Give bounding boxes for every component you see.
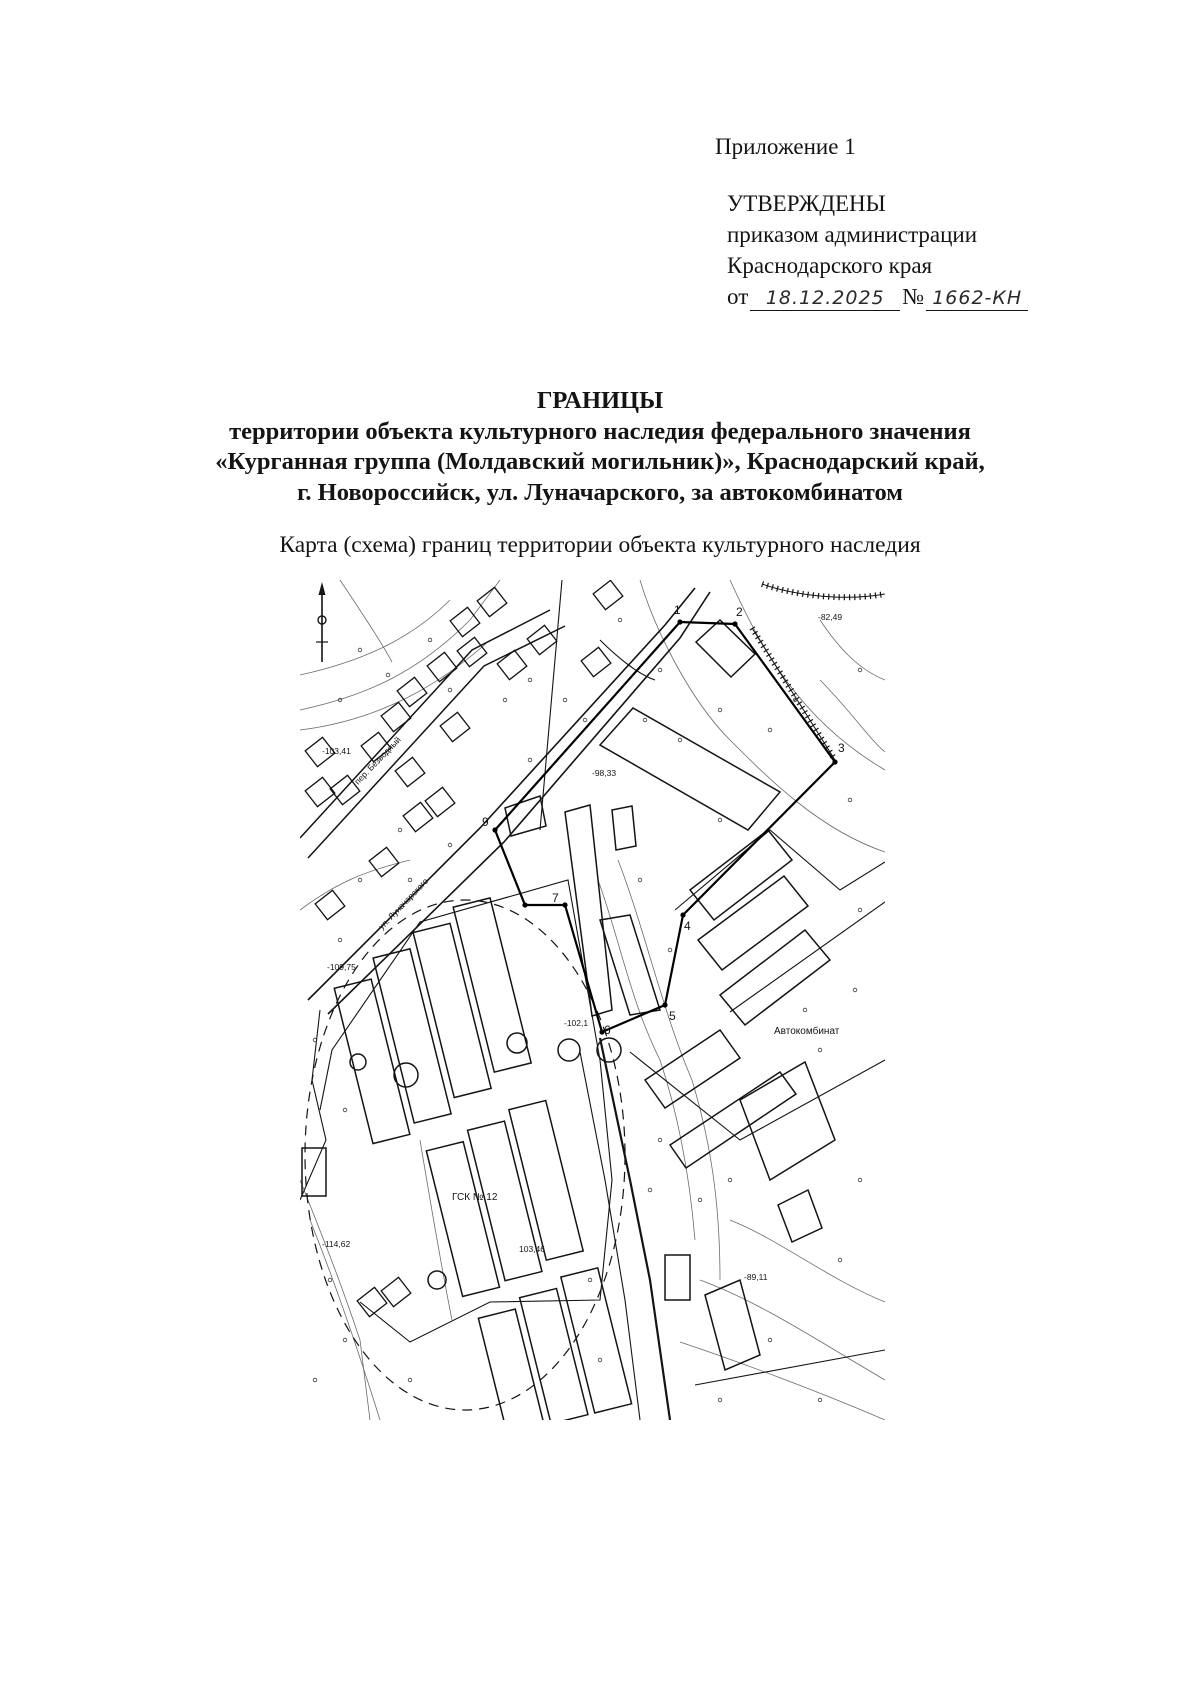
boundary-vertex [522,902,527,907]
road-axis-line [600,1038,670,1420]
building [740,1062,835,1180]
vegetation-dot [858,1178,862,1182]
vegetation-dot [583,718,587,722]
mound-circle [428,1271,446,1289]
vegetation-dot [728,1178,732,1182]
document-heading [0,386,1200,508]
contour-line [730,580,885,770]
building [696,620,755,677]
boundary-vertex [662,1002,667,1007]
vegetation-dot [658,1138,662,1142]
vegetation-dot [768,728,772,732]
approval-block [727,188,1028,312]
garage-block [520,1288,588,1420]
boundary-vertex [732,621,737,626]
vegetation-dot [598,1358,602,1362]
building [600,708,780,830]
garage-block [561,1268,632,1413]
point-label-1: 1 [674,603,681,617]
house [425,787,455,816]
mounds [350,1033,621,1289]
point-label-6: 6 [604,1023,611,1037]
vegetation-dot [648,1188,652,1192]
vegetation-dot [818,1398,822,1402]
contour-line [680,1342,885,1420]
house [305,777,335,806]
contour-line [820,620,885,680]
house [397,677,427,706]
building [612,806,636,850]
map-caption: Карта (схема) границ территории объекта культурного наследия [279,532,921,558]
vegetation-dot [698,1198,702,1202]
contour-line [700,1280,885,1380]
house [403,802,433,831]
vegetation-dot [848,798,852,802]
north-arrow-icon [316,582,328,662]
house [477,587,507,616]
building [720,930,830,1025]
house [450,607,480,636]
boundary-vertex [680,912,685,917]
vegetation-dot [668,948,672,952]
house [581,647,611,676]
vegetation-dot [448,688,452,692]
date-prefix: от [727,284,749,309]
vegetation-dot [678,738,682,742]
contour-line [420,1140,452,1320]
building [690,830,792,920]
slope-hatching [752,584,885,760]
elevation-mark: -98,33 [592,768,617,778]
contour-line [820,680,885,752]
elevation-mark: 103,46 [519,1244,545,1254]
heading-line-1: территории объекта культурного наследия федерального значения [229,417,971,445]
vegetation-dot [768,1338,772,1342]
vegetation-dot [643,718,647,722]
elevation-mark: -109,75 [327,962,356,972]
elevation-mark: -89,11 [744,1272,768,1282]
contour-line [300,1180,370,1420]
boundary-vertex [492,827,497,832]
mound-circle [507,1033,527,1053]
vegetation-dot [358,648,362,652]
street-label-lunacharskogo: ул. Луначарского [376,876,431,932]
appendix-label: Приложение 1 [715,134,856,159]
lane-edge [300,610,550,838]
vegetation-dot [718,1398,722,1402]
point-label-2: 2 [736,605,743,619]
vegetation-dot [428,638,432,642]
bezvodny-lane [300,610,565,858]
contour-line [300,580,500,710]
vegetation-dot [358,878,362,882]
plot-line [300,1010,326,1200]
vegetation-dot [408,878,412,882]
street-label-bezvodny: пер. Безводный [352,734,403,787]
plot-line [730,902,885,1012]
vegetation-dot [398,828,402,832]
house [381,702,411,731]
mound-circle [558,1039,580,1061]
vegetation-dot [803,1008,807,1012]
vegetation-dot [838,1258,842,1262]
heading-line-2: «Курганная группа (Молдавский могильник)», Краснодарский край, [215,448,985,475]
slope-line [762,584,885,597]
vegetation-dot [313,1378,317,1382]
contour-line [340,580,392,662]
vegetation-dot [503,698,507,702]
point-label-9: 9 [482,815,489,829]
vegetation-dot [563,698,567,702]
heading-title: ГРАНИЦЫ [536,387,664,414]
garage-block [426,1142,499,1297]
point-label-4: 4 [684,919,691,933]
contour-line [598,880,695,1240]
building [645,1030,740,1108]
area-label-autokombinat: Автокомбинат [774,1026,840,1037]
boundary-vertex [562,902,567,907]
building [665,1255,690,1300]
house [395,757,425,786]
lunacharskogo-street [308,588,710,1014]
plot-line [320,880,612,1342]
vegetation-dot [448,843,452,847]
vegetation-dot [853,988,857,992]
vegetation-dot [858,908,862,912]
vegetation-dot [818,1048,822,1052]
house [315,890,345,919]
protection-zone-outline [305,900,625,1410]
contour-line [730,1220,885,1302]
building [302,1148,326,1196]
elevation-mark: -102,1 [564,1018,589,1028]
vegetation-dot [858,668,862,672]
plot-line [540,580,562,830]
house [593,580,623,609]
number-prefix: № [902,284,925,309]
approval-line-1: приказом администрации [727,222,978,247]
lane-edge [308,626,565,858]
house [440,712,470,741]
point-label-7: 7 [552,891,559,905]
boundary-map [300,580,885,1420]
handwritten-date: 18.12.2025 [750,286,900,311]
heading-line-3: г. Новороссийск, ул. Луначарского, за автокомбинатом [297,478,903,506]
mound-circle [394,1063,418,1087]
vegetation-dot [618,618,622,622]
vegetation-dot [588,1278,592,1282]
contour-line [310,1220,380,1420]
boundary-vertex [832,759,837,764]
house [527,625,557,654]
building [600,915,660,1015]
area-label-gsk: ГСК № 12 [452,1192,498,1203]
vegetation-dot [718,708,722,712]
handwritten-number: 1662-КН [926,286,1028,311]
vegetation-dot [658,668,662,672]
building [778,1190,822,1242]
vegetation-dot [386,673,390,677]
vegetation-dot [718,818,722,822]
vegetation-dot [528,678,532,682]
elevation-mark: -82,49 [818,612,843,622]
elevation-mark: -103,41 [322,746,351,756]
vegetation-dot [408,1378,412,1382]
house [369,847,399,876]
vegetation-dot [528,758,532,762]
vegetation-dot [338,938,342,942]
approval-title: УТВЕРЖДЕНЫ [727,191,886,216]
house [497,650,527,679]
contour-line [640,580,885,852]
elevation-mark: -114,62 [322,1239,351,1249]
approval-line-2: Краснодарского края [727,253,933,278]
vegetation-dot [343,1338,347,1342]
boundary-vertex [677,619,682,624]
plot-line [695,1350,885,1385]
point-label-5: 5 [669,1009,676,1023]
garage-block [478,1309,544,1420]
vegetation-dot [343,1108,347,1112]
slope-line [752,628,835,760]
vegetation-dot [328,1278,332,1282]
road-axis-line [580,1052,640,1420]
approval-date-number-row [727,281,1028,312]
territory-boundary [495,622,835,1032]
vegetation-dot [638,878,642,882]
point-label-3: 3 [838,741,845,755]
